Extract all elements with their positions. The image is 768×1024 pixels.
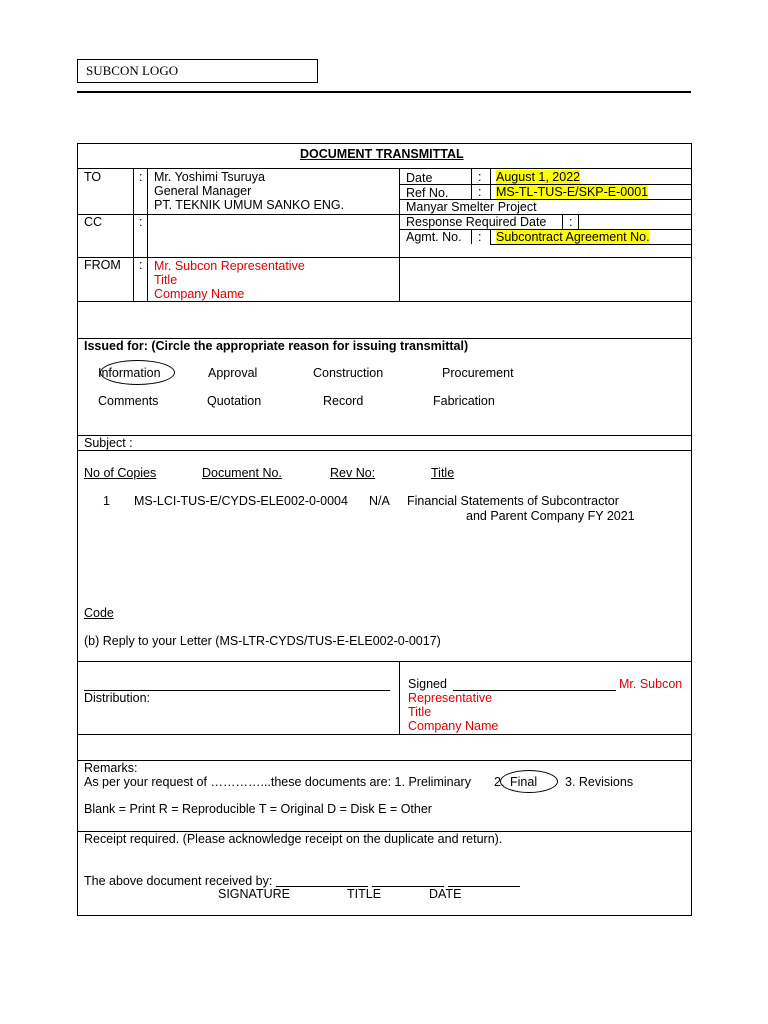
selected-circle-final [500, 770, 558, 793]
agmt-colon: : [478, 230, 482, 244]
from-label: FROM [84, 258, 121, 272]
row-doc-no: MS-LCI-TUS-E/CYDS-ELE002-0-0004 [134, 494, 348, 508]
option-record[interactable]: Record [323, 394, 364, 408]
agmt-label: Agmt. No. [406, 230, 462, 244]
issued-for-heading: Issued for: (Circle the appropriate reason for issuing transmittal) [84, 339, 469, 353]
option-comments[interactable]: Comments [98, 394, 159, 408]
title-caption: TITLE [347, 887, 382, 901]
option-construction[interactable]: Construction [313, 366, 384, 380]
to-position: General Manager [154, 184, 252, 198]
signed-name-part2: Representative [408, 691, 493, 705]
option-procurement[interactable]: Procurement [442, 366, 514, 380]
project-name: Manyar Smelter Project [406, 200, 537, 214]
to-name: Mr. Yoshimi Tsuruya [154, 170, 265, 184]
signed-label: Signed [408, 677, 447, 691]
header-rev: Rev No: [330, 466, 376, 480]
response-label: Response Required Date [406, 215, 547, 229]
ref-value: MS-TL-TUS-E/SKP-E-0001 [496, 185, 649, 199]
agmt-value: Subcontract Agreement No. [496, 230, 650, 244]
selected-circle-information [100, 360, 175, 385]
option-quotation[interactable]: Quotation [207, 394, 262, 408]
header-title: Title [431, 466, 455, 480]
ref-colon: : [478, 185, 482, 199]
cc-label: CC [84, 215, 103, 229]
option-information[interactable]: Information [98, 366, 161, 380]
remarks-codes: Blank = Print R = Reproducible T = Original D = Disk E = Other [84, 802, 432, 816]
cc-colon: : [139, 215, 143, 229]
remarks-option2-num: 2. [494, 775, 505, 789]
from-company: Company Name [154, 287, 245, 301]
signed-company: Company Name [408, 719, 499, 733]
receipt-required: Receipt required. (Please acknowledge receipt on the duplicate and return). [84, 832, 503, 846]
date-label: Date [406, 171, 433, 185]
header-rule [77, 91, 691, 93]
to-company: PT. TEKNIK UMUM SANKO ENG. [154, 198, 345, 212]
remarks-option-final[interactable]: Final [510, 775, 538, 789]
date-colon: : [478, 170, 482, 184]
subcon-logo-text: SUBCON LOGO [86, 63, 179, 78]
ref-label: Ref No. [406, 186, 449, 200]
remarks-label: Remarks: [84, 761, 138, 775]
date-caption: DATE [429, 887, 462, 901]
from-colon: : [139, 258, 143, 272]
remarks-option-revisions[interactable]: 3. Revisions [565, 775, 634, 789]
signed-name-part1: Mr. Subcon [619, 677, 683, 691]
header-copies: No of Copies [84, 466, 157, 480]
to-colon: : [139, 170, 143, 184]
code-label: Code [84, 606, 114, 620]
received-by-label: The above document received by: [84, 874, 273, 888]
date-value: August 1, 2022 [496, 170, 581, 184]
row-title-line1: Financial Statements of Subcontractor [407, 494, 619, 508]
remarks-line1: As per your request of …………...these documents are: 1. Preliminary [84, 775, 471, 789]
form-title: DOCUMENT TRANSMITTAL [300, 147, 464, 161]
response-colon: : [569, 215, 573, 229]
subject-label: Subject : [84, 436, 133, 450]
header-doc-no: Document No. [202, 466, 282, 480]
distribution-label: Distribution: [84, 691, 150, 705]
reply-text: (b) Reply to your Letter (MS-LTR-CYDS/TUS-E-ELE002-0-0017) [84, 634, 441, 648]
row-title-line2: and Parent Company FY 2021 [466, 509, 635, 523]
from-title: Title [154, 273, 178, 287]
row-copies: 1 [103, 494, 110, 508]
option-approval[interactable]: Approval [208, 366, 258, 380]
row-rev: N/A [369, 494, 390, 508]
to-label: TO [84, 170, 102, 184]
signature-caption: SIGNATURE [218, 887, 290, 901]
signed-title: Title [408, 705, 432, 719]
from-name: Mr. Subcon Representative [154, 259, 305, 273]
option-fabrication[interactable]: Fabrication [433, 394, 495, 408]
